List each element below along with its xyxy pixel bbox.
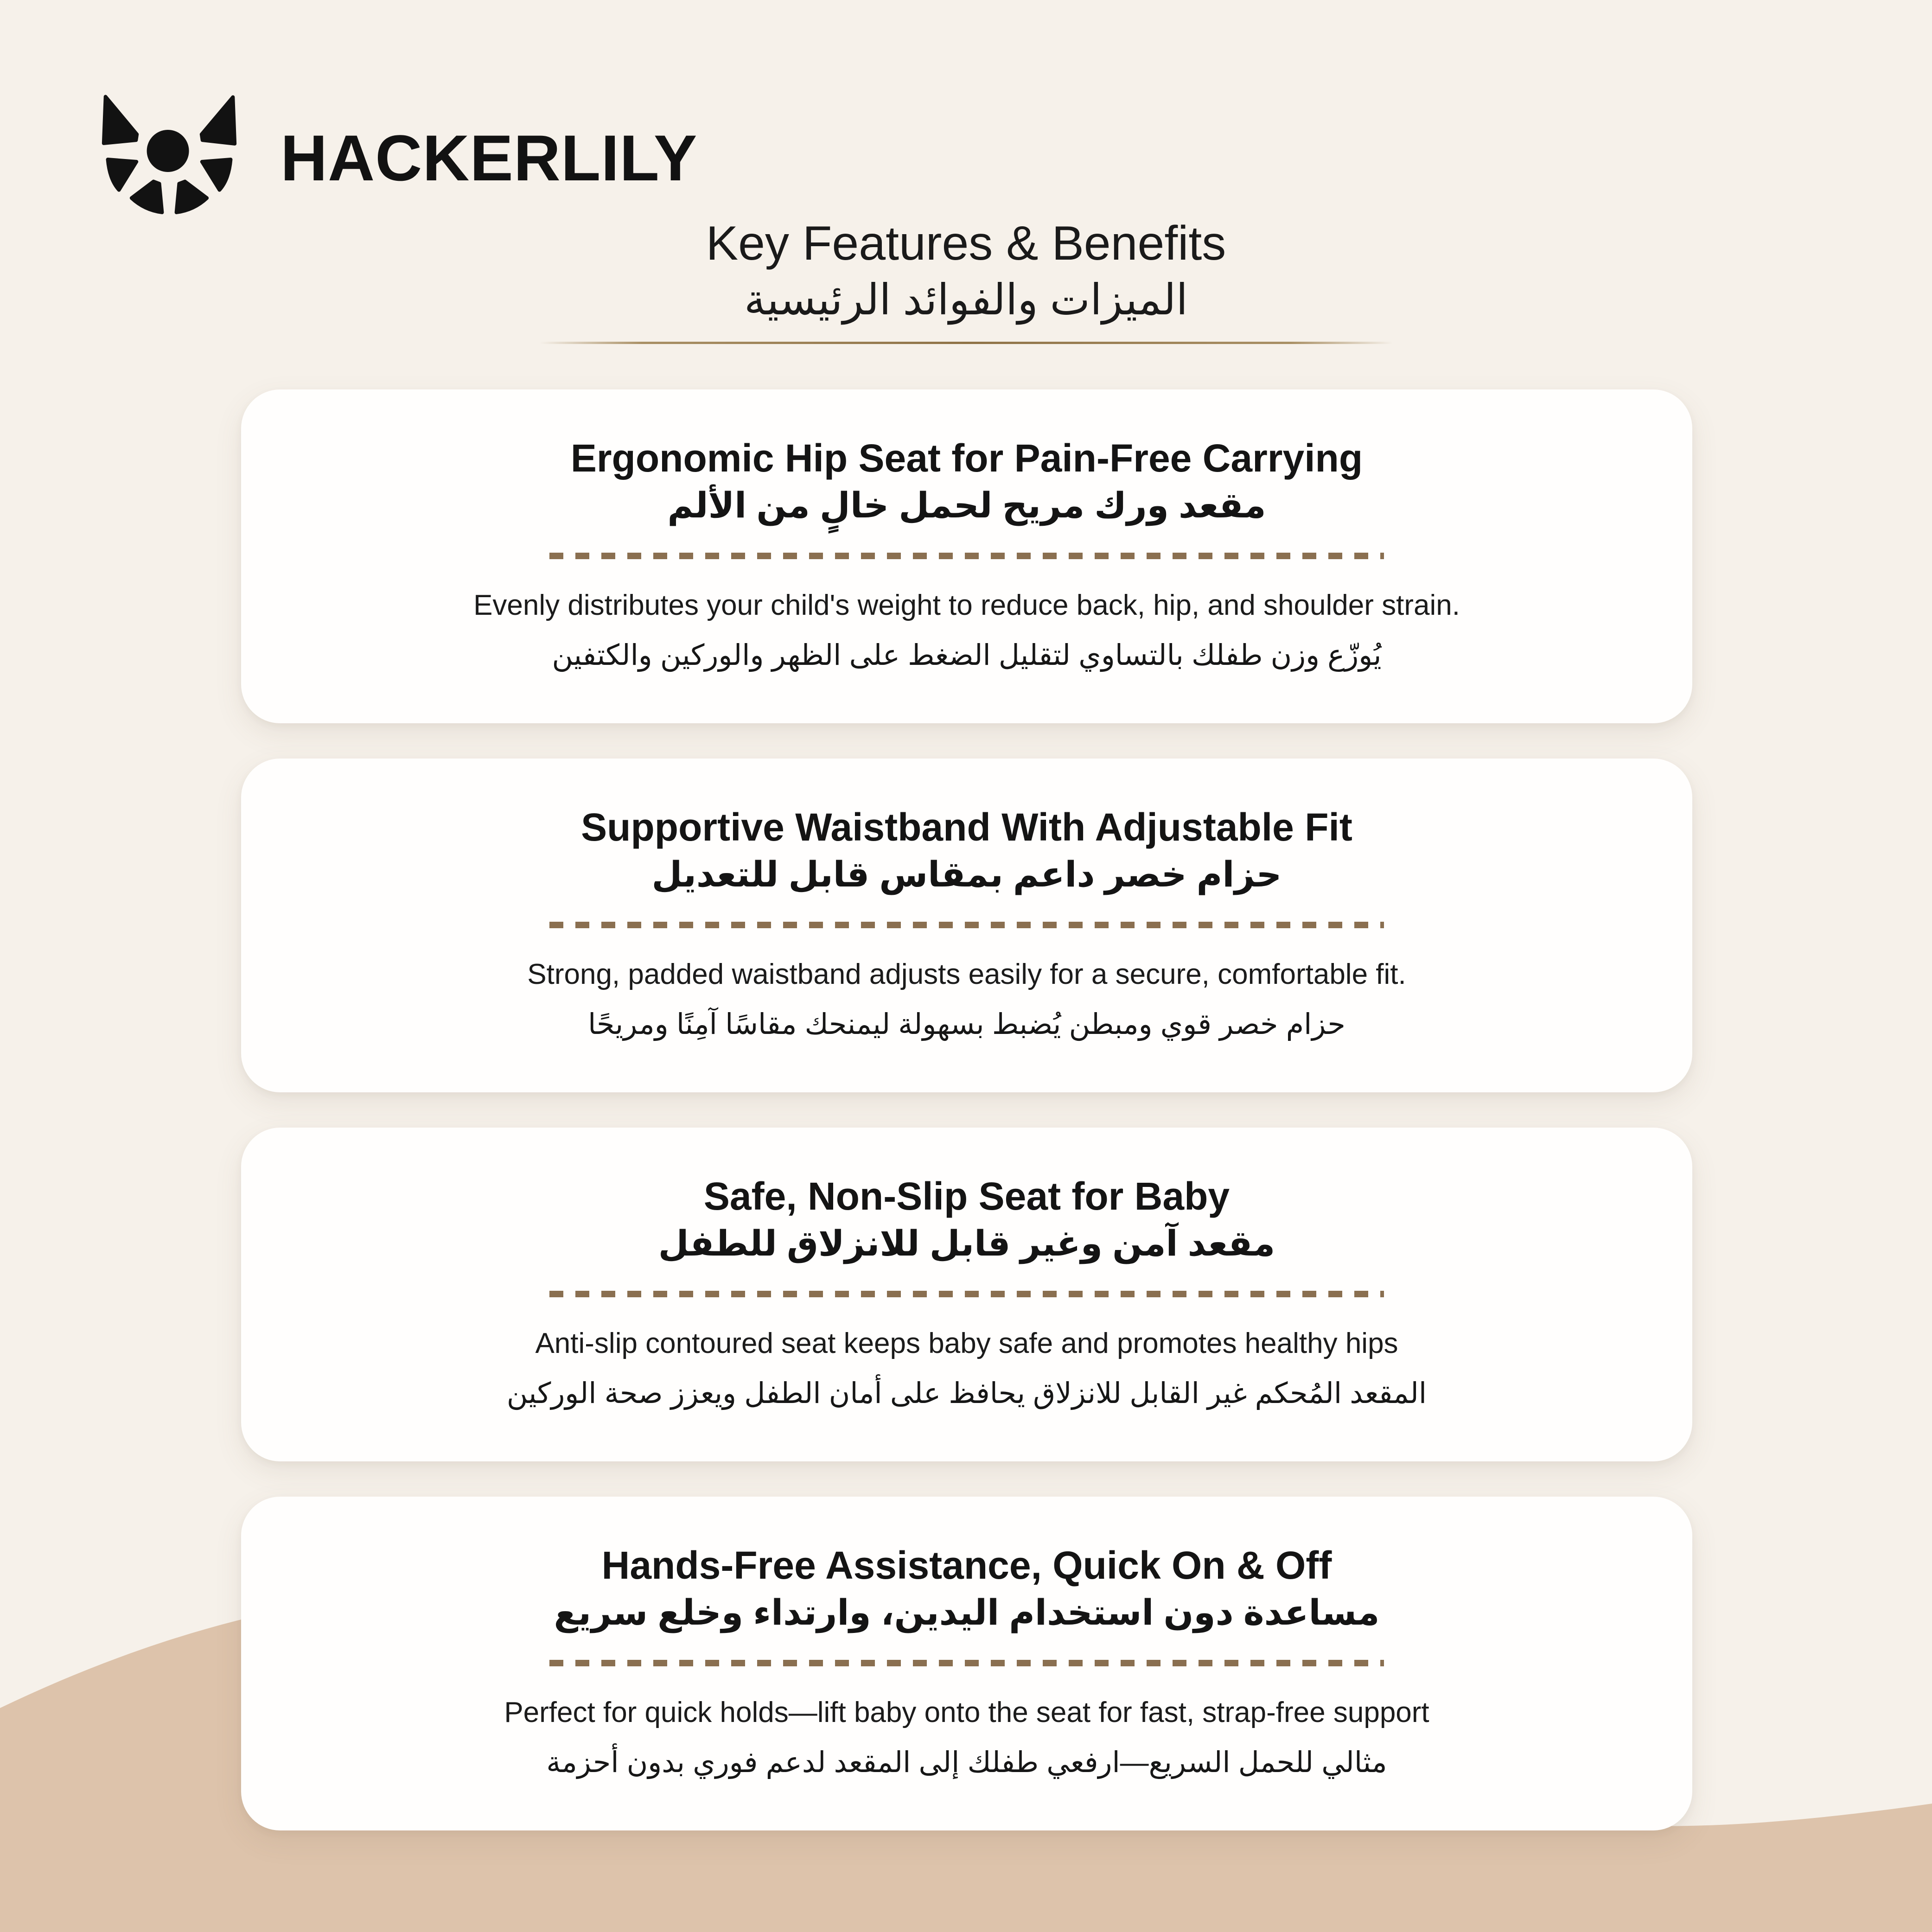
card-body-ar: المقعد المُحكم غير القابل للانزلاق يحافظ على أمان الطفل ويعزز صحة الوركين <box>506 1377 1427 1409</box>
feature-card <box>241 389 1692 723</box>
feature-card-list <box>241 389 1692 1830</box>
cat-logo-icon <box>100 90 239 226</box>
card-body-en: Evenly distributes your child's weight to reduce back, hip, and shoulder strain. <box>473 589 1460 622</box>
card-title-en: Hands-Free Assistance, Quick On & Off <box>601 1543 1332 1588</box>
dashed-divider <box>549 922 1384 928</box>
card-body-ar: يُوزّع وزن طفلك بالتساوي لتقليل الضغط على الظهر والوركين والكتفين <box>552 639 1382 671</box>
card-body-en: Strong, padded waistband adjusts easily for a secure, comfortable fit. <box>527 958 1406 991</box>
page-title-en: Key Features & Benefits <box>706 217 1226 270</box>
card-title-ar: مساعدة دون استخدام اليدين، وارتداء وخلع سريع <box>554 1593 1380 1633</box>
card-title-ar: حزام خصر داعم بمقاس قابل للتعديل <box>651 855 1282 895</box>
card-body-en: Perfect for quick holds—lift baby onto the seat for fast, strap-free support <box>504 1696 1429 1729</box>
dashed-divider <box>549 1660 1384 1666</box>
card-title-en: Safe, Non-Slip Seat for Baby <box>703 1174 1230 1218</box>
page-header <box>0 217 1932 344</box>
brand-name: HACKERLILY <box>281 121 698 194</box>
dashed-divider <box>549 553 1384 559</box>
title-underline <box>540 342 1393 344</box>
card-title-en: Ergonomic Hip Seat for Pain-Free Carrying <box>570 436 1363 480</box>
card-title-ar: مقعد ورك مريح لحمل خالٍ من الألم <box>667 486 1266 526</box>
card-title-en: Supportive Waistband With Adjustable Fit <box>581 805 1352 849</box>
feature-card <box>241 759 1692 1092</box>
card-title-ar: مقعد آمن وغير قابل للانزلاق للطفل <box>658 1224 1275 1264</box>
feature-card <box>241 1497 1692 1830</box>
feature-card <box>241 1128 1692 1461</box>
dashed-divider <box>549 1291 1384 1297</box>
brand-header <box>100 90 697 226</box>
card-body-ar: مثالي للحمل السريع—ارفعي طفلك إلى المقعد لدعم فوري بدون أحزمة <box>546 1746 1387 1779</box>
card-body-ar: حزام خصر قوي ومبطن يُضبط بسهولة ليمنحك مقاسًا آمِنًا ومريحًا <box>588 1008 1345 1040</box>
card-body-en: Anti-slip contoured seat keeps baby safe and promotes healthy hips <box>535 1327 1398 1360</box>
page-title-ar: الميزات والفوائد الرئيسية <box>744 276 1188 324</box>
